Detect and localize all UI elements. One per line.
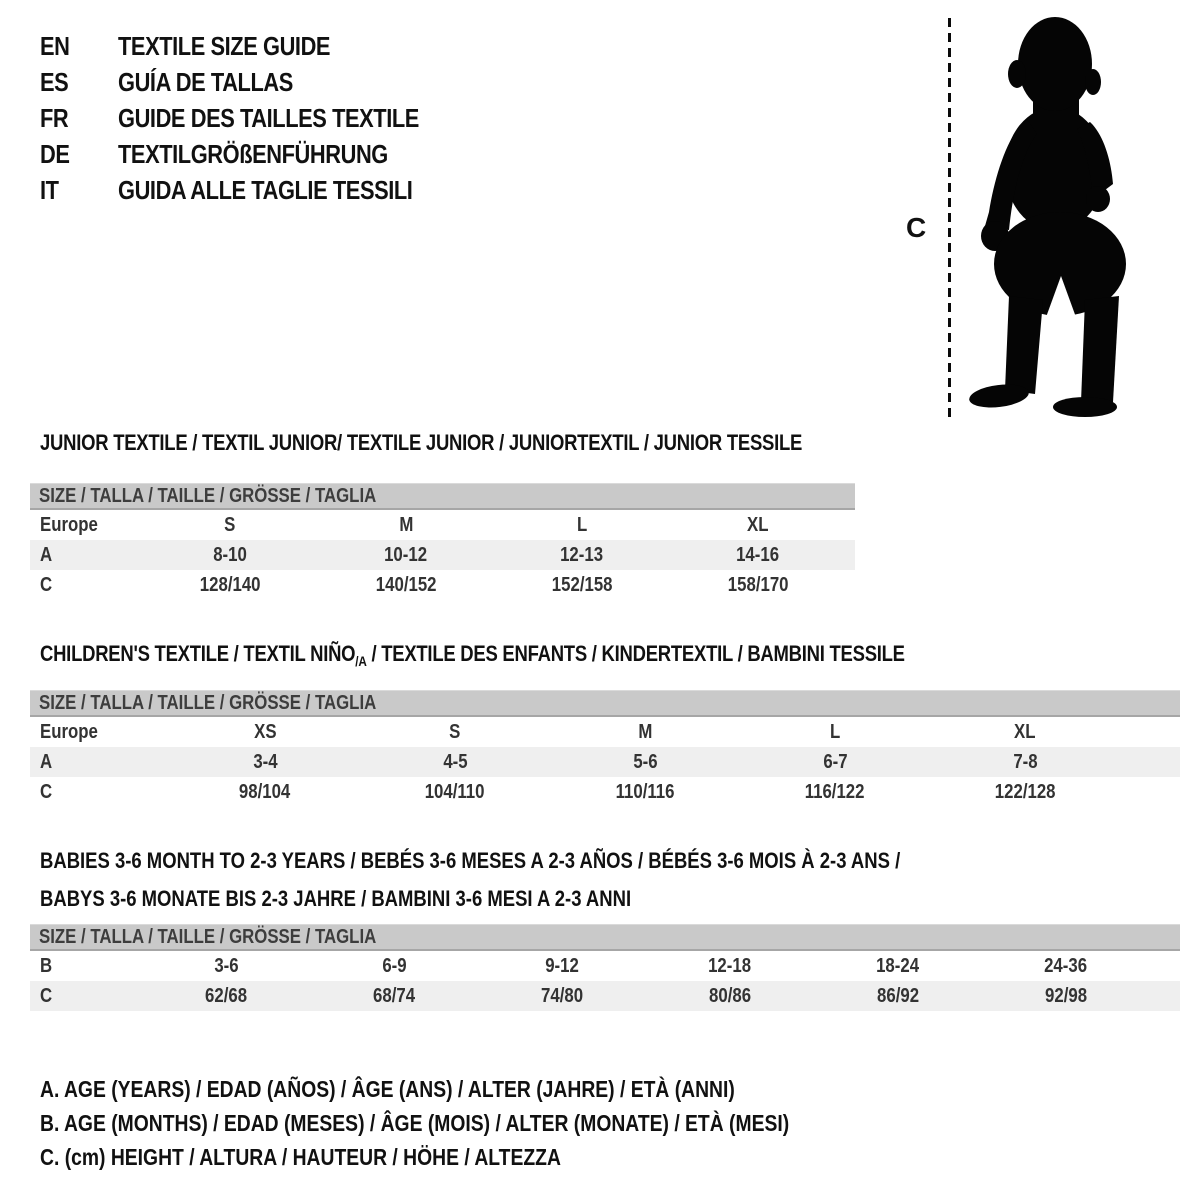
size-col: M [398,513,413,536]
row-label: Europe [40,720,98,743]
table-row-c [30,981,1180,1011]
children-section-title: CHILDREN'S TEXTILE / TEXTIL $NIÑO_{/A}$ / TEXTILE DES ENFANTS / KINDERTEXTIL / BAMBINI TESSILE [40,641,905,669]
value-cell: 10-12 [384,543,428,566]
measure-legend [40,1072,932,1174]
row-label: A [40,543,53,566]
value-cell: 74/80 [540,984,584,1007]
table-row-c [30,570,855,600]
size-col: XL [747,513,769,536]
junior-size-table [30,483,855,600]
value-cell: 80/86 [708,984,752,1007]
value-cell: 122/128 [994,780,1056,803]
size-col: S [449,720,461,743]
table-row-a [30,540,855,570]
junior-section-title: JUNIOR TEXTILE / TEXTIL JUNIOR/ TEXTILE JUNIOR / JUNIORTEXTIL / JUNIOR TESSILE [40,430,803,455]
lang-row-de [40,136,476,172]
guide-title-fr: GUIDE DES TAILLES TEXTILE [118,102,419,133]
value-cell: 158/170 [727,573,789,596]
value-cell: 86/92 [876,984,920,1007]
value-cell: 6-7 [822,750,848,773]
value-cell: 18-24 [876,954,920,977]
lang-code: FR [40,102,69,133]
value-cell: 3-4 [252,750,278,773]
guide-title-de: TEXTILGRÖßENFÜHRUNG [118,138,388,169]
row-label: C [40,984,53,1007]
guide-title-en: TEXTILE SIZE GUIDE [118,30,331,61]
toddler-silhouette [965,14,1140,418]
value-cell: 8-10 [213,543,247,566]
nino-a-subscript: /A [355,653,367,669]
table-row-b [30,951,1180,981]
row-label: C [40,573,53,596]
lang-code: EN [40,30,70,61]
height-measure-label: C [906,212,927,243]
value-cell: 128/140 [199,573,261,596]
legend-age-years: A. AGE (YEARS) / EDAD (AÑOS) / ÂGE (ANS) / ALTER (JAHRE) / ETÀ (ANNI) [40,1076,735,1102]
table-row-europe [30,510,855,540]
size-header-bar: SIZE / TALLA / TAILLE / GRÖSSE / TAGLIA [30,924,1180,951]
legend-age-months: B. AGE (MONTHS) / EDAD (MESES) / ÂGE (MOIS) / ALTER (MONATE) / ETÀ (MESI) [40,1110,790,1136]
children-size-table [30,690,1180,807]
value-cell: 62/68 [204,984,248,1007]
size-col: XL [1014,720,1036,743]
size-header-bar: SIZE / TALLA / TAILLE / GRÖSSE / TAGLIA [30,690,1180,717]
value-cell: 92/98 [1044,984,1088,1007]
language-title-list [40,28,476,208]
value-cell: 24-36 [1044,954,1088,977]
babies-size-table [30,924,1180,1011]
table-row-a [30,747,1180,777]
value-cell: 12-18 [708,954,752,977]
guide-title-it: GUIDA ALLE TAGLIE TESSILI [118,174,413,205]
value-cell: 110/116 [615,780,675,803]
row-label: Europe [40,513,98,536]
lang-row-en [40,28,476,64]
row-label: C [40,780,53,803]
size-header-bar: SIZE / TALLA / TAILLE / GRÖSSE / TAGLIA [30,483,855,510]
value-cell: 4-5 [442,750,468,773]
size-col: L [829,720,841,743]
size-col: XS [253,720,277,743]
value-cell: 152/158 [551,573,613,596]
table-row-c [30,777,1180,807]
legend-height-cm: C. (cm) HEIGHT / ALTURA / HAUTEUR / HÖHE / ALTEZZA [40,1144,561,1170]
value-cell: 3-6 [213,954,239,977]
lang-code: DE [40,138,70,169]
value-cell: 7-8 [1012,750,1038,773]
size-col: L [576,513,588,536]
lang-code: IT [40,174,59,205]
value-cell: 5-6 [632,750,658,773]
value-cell: 6-9 [381,954,407,977]
row-label: A [40,750,53,773]
value-cell: 68/74 [372,984,416,1007]
height-measure-dashed-line [948,18,951,418]
guide-title-es: GUÍA DE TALLAS [118,66,293,97]
lang-row-it [40,172,476,208]
babies-section-title: BABIES 3-6 MONTH TO 2-3 YEARS / BEBÉS 3-6 MESES A 2-3 AÑOS / BÉBÉS 3-6 MOIS À 2-3 ANS / BABYS 3-6 MONATE BIS 2-3 JAHRE / BAMBINI 3-6 MESI A 2-3 ANNI [40,848,901,911]
value-cell: 104/110 [425,780,485,803]
value-cell: 14-16 [736,543,780,566]
value-cell: 12-13 [560,543,604,566]
lang-row-fr [40,100,476,136]
value-cell: 98/104 [239,780,291,803]
lang-row-es [40,64,476,100]
value-cell: 116/122 [805,780,865,803]
size-col: S [224,513,236,536]
lang-code: ES [40,66,69,97]
table-row-europe [30,717,1180,747]
value-cell: 9-12 [545,954,579,977]
size-col: M [637,720,652,743]
value-cell: 140/152 [375,573,437,596]
row-label: B [40,954,53,977]
